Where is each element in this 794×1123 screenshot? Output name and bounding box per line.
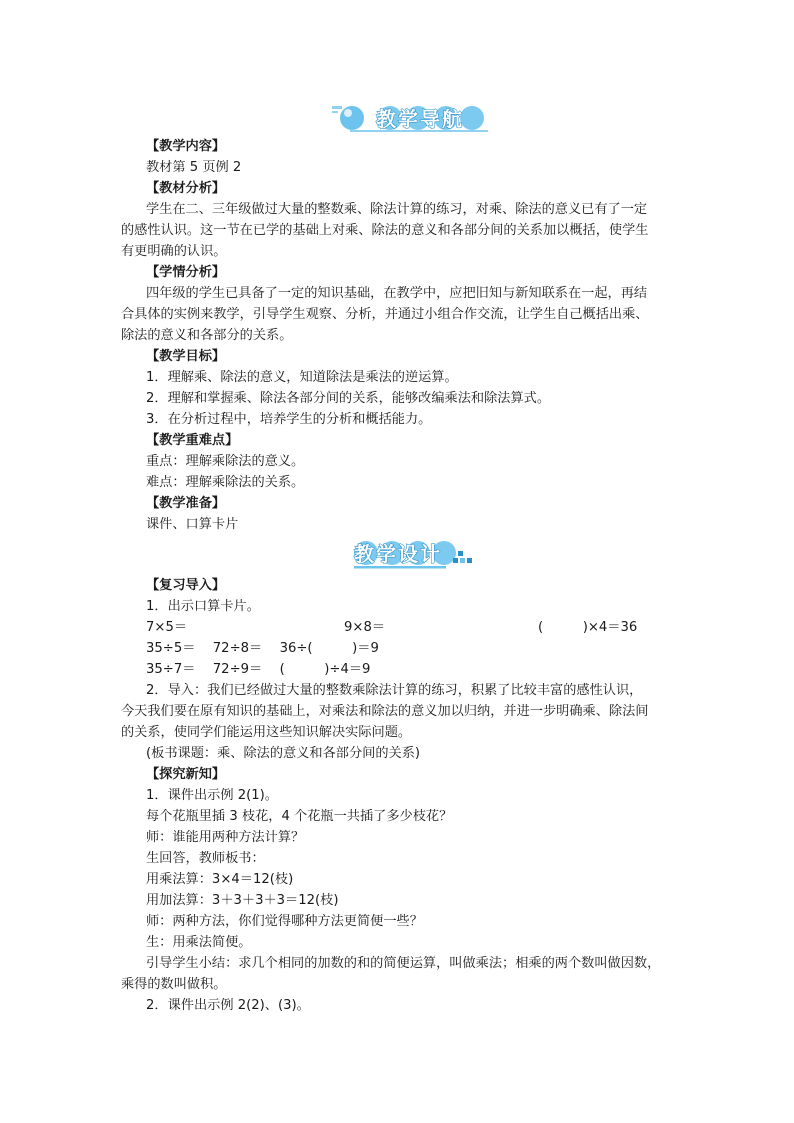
heading-student-analysis: 【学情分析】 bbox=[146, 265, 226, 280]
goal-item: 3．在分析过程中，培养学生的分析和概括能力。 bbox=[146, 412, 432, 427]
paragraph-line: 2．导入：我们已经做过大量的整数乘除法计算的练习，积累了比较丰富的感性认识， bbox=[146, 683, 643, 698]
explore-line: 1．课件出示例 2(1)。 bbox=[146, 788, 278, 803]
calc-row: 35÷5＝ 72÷8＝ 36÷( )＝9 bbox=[146, 641, 379, 656]
explore-line: 师：谁能用两种方法计算？ bbox=[146, 830, 305, 845]
heading-review: 【复习导入】 bbox=[146, 578, 226, 593]
explore-line: 生回答，教师板书： bbox=[146, 851, 265, 866]
paragraph-line: 的感性认识。这一节在已学的基础上对乘、除法的意义和各部分间的关系加以概括，使学生 bbox=[121, 223, 649, 238]
paragraph-line: 今天我们要在原有知识的基础上，对乘法和除法的意义加以归纳，并进一步明确乘、除法间 bbox=[121, 704, 649, 719]
calc-card-1: 7×5＝ bbox=[146, 620, 188, 635]
calc-card-2: 9×8＝ bbox=[344, 620, 386, 635]
bubble-icon bbox=[340, 106, 364, 130]
explore-line: 师：两种方法，你们觉得哪种方法更简便一些？ bbox=[146, 914, 423, 929]
section-banner-design bbox=[352, 537, 476, 573]
explore-line: 2．课件出示例 2(2)、(3)。 bbox=[146, 998, 310, 1013]
section-banner-navigation bbox=[330, 100, 490, 136]
calc-row: 35÷7＝ 72÷9＝ ( )÷4＝9 bbox=[146, 662, 371, 677]
explore-line: 用加法算：3＋3＋3＋3＝12(枝) bbox=[146, 893, 339, 908]
heading-teaching-content: 【教学内容】 bbox=[146, 139, 226, 154]
paragraph-line: 有更明确的认识。 bbox=[121, 244, 227, 259]
heading-explore: 【探究新知】 bbox=[146, 767, 226, 782]
banner-title: 教学设计 bbox=[354, 542, 442, 566]
heading-material-analysis: 【教材分析】 bbox=[146, 181, 226, 196]
key-point: 重点：理解乘除法的意义。 bbox=[146, 454, 305, 469]
board-note: (板书课题：乘、除法的意义和各部分间的关系) bbox=[146, 746, 421, 761]
goal-item: 1．理解乘、除法的意义，知道除法是乘法的逆运算。 bbox=[146, 370, 458, 385]
summary-line: 引导学生小结：求几个相同的加数的和的简便运算，叫做乘法；相乘的两个数叫做因数， bbox=[146, 956, 661, 971]
preparation-body: 课件、口算卡片 bbox=[146, 517, 239, 532]
paragraph-line: 除法的意义和各部分的关系。 bbox=[121, 328, 293, 343]
paragraph-line: 四年级的学生已具备了一定的知识基础，在教学中，应把旧知与新知联系在一起，再结 bbox=[146, 286, 648, 301]
summary-line: 乘得的数叫做积。 bbox=[121, 977, 227, 992]
review-item: 1．出示口算卡片。 bbox=[146, 599, 260, 614]
heading-key-difficult-points: 【教学重难点】 bbox=[146, 433, 239, 448]
teaching-content-body: 教材第 5 页例 2 bbox=[146, 160, 242, 175]
explore-line: 生：用乘法简便。 bbox=[146, 935, 252, 950]
paragraph-line: 合具体的实例来教学，引导学生观察、分析，并通过小组合作交流，让学生自己概括出乘、 bbox=[121, 307, 649, 322]
difficult-point: 难点：理解乘除法的关系。 bbox=[146, 475, 305, 490]
heading-preparation: 【教学准备】 bbox=[146, 496, 226, 511]
calc-card-3: ( )×4＝36 bbox=[538, 620, 638, 635]
heading-teaching-goals: 【教学目标】 bbox=[146, 349, 226, 364]
paragraph-line: 学生在二、三年级做过大量的整数乘、除法计算的练习，对乘、除法的意义已有了一定 bbox=[146, 202, 648, 217]
paragraph-line: 的关系，使同学们能运用这些知识解决实际问题。 bbox=[121, 725, 412, 740]
explore-line: 用乘法算：3×4＝12(枝) bbox=[146, 872, 294, 887]
banner-title: 教学导航 bbox=[376, 107, 464, 131]
goal-item: 2．理解和掌握乘、除法各部分间的关系，能够改编乘法和除法算式。 bbox=[146, 391, 551, 406]
explore-line: 每个花瓶里插 3 枝花，4 个花瓶一共插了多少枝花？ bbox=[146, 809, 453, 824]
